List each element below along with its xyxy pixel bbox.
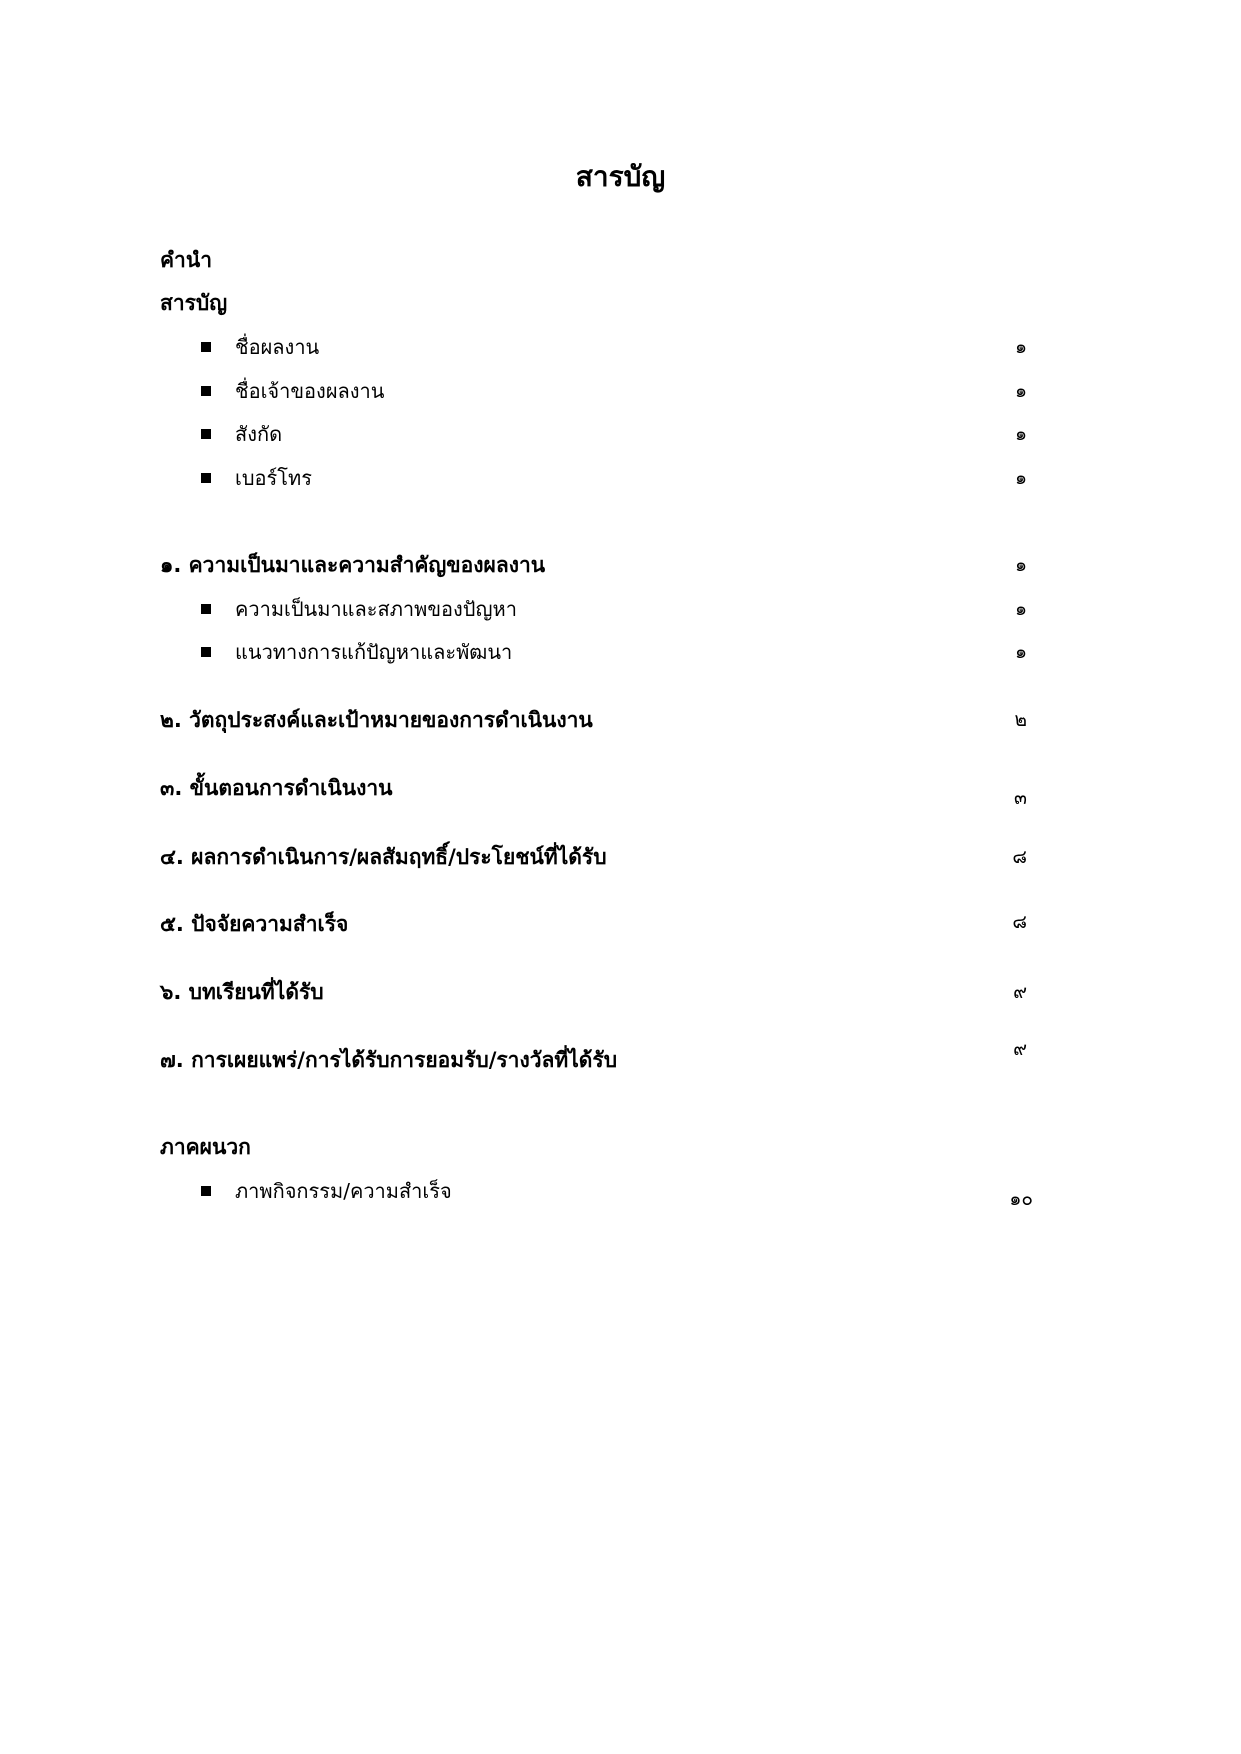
toc-page-number: ๘ [1012, 846, 1027, 868]
toc-section-3 [0, 774, 1241, 814]
square-bullet-icon [201, 473, 211, 483]
toc-subentry [0, 333, 1241, 373]
square-bullet-icon [201, 604, 211, 614]
toc-page-number: ๙ [1013, 1038, 1027, 1060]
toc-subentry [0, 464, 1241, 504]
toc-subentry [0, 420, 1241, 460]
toc-page-number: ๑ [1014, 598, 1027, 620]
square-bullet-icon [201, 342, 211, 352]
toc-section-7 [0, 1038, 1241, 1086]
square-bullet-icon [201, 386, 211, 396]
toc-entry-label: ภาคผนวก [160, 1135, 251, 1159]
toc-section-4 [0, 843, 1241, 883]
toc-section-5 [0, 910, 1241, 950]
toc-entry-intro [0, 246, 1241, 286]
toc-subentry-label: ความเป็นมาและสภาพของปัญหา [235, 597, 517, 621]
toc-subentry-label: ชื่อเจ้าของผลงาน [235, 379, 385, 403]
toc-page-number: ๑ [1014, 641, 1027, 663]
toc-page-number: ๑๐ [1009, 1188, 1033, 1210]
toc-entry-label: คำนำ [160, 248, 212, 272]
toc-page-number: ๙ [1013, 981, 1027, 1003]
toc-entry-label: สารบัญ [160, 291, 228, 315]
toc-entry-label: ๓. ขั้นตอนการดำเนินงาน [160, 776, 393, 800]
square-bullet-icon [201, 647, 211, 657]
toc-entry-contents [0, 289, 1241, 329]
toc-subentry-label: แนวทางการแก้ปัญหาและพัฒนา [235, 640, 513, 664]
toc-entry-label: ๗. การเผยแพร่/การได้รับการยอมรับ/รางวัลที่ได้รับ [160, 1048, 618, 1072]
toc-entry-label: ๖. บทเรียนที่ได้รับ [160, 980, 324, 1004]
toc-subentry [0, 1177, 1241, 1217]
toc-subentry-label: ชื่อผลงาน [235, 335, 320, 359]
toc-page-number: ๑ [1014, 423, 1027, 445]
toc-subentry [0, 638, 1241, 678]
toc-appendix [0, 1133, 1241, 1173]
square-bullet-icon [201, 1186, 211, 1196]
toc-subentry-label: เบอร์โทร [235, 466, 312, 490]
toc-subentry-label: สังกัด [235, 422, 283, 446]
toc-subentry-label: ภาพกิจกรรม/ความสำเร็จ [235, 1179, 452, 1203]
toc-page-number: ๑ [1014, 467, 1027, 489]
toc-page-number: ๘ [1012, 911, 1027, 933]
toc-subentry [0, 377, 1241, 417]
toc-page-number: ๑ [1014, 554, 1027, 576]
toc-entry-label: ๑. ความเป็นมาและความสำคัญของผลงาน [160, 553, 546, 577]
toc-page-number: ๑ [1014, 380, 1027, 402]
toc-entry-label: ๕. ปัจจัยความสำเร็จ [160, 912, 349, 936]
toc-section-1 [0, 551, 1241, 591]
toc-page-number: ๓ [1014, 787, 1027, 809]
page-title: สารบัญ [575, 160, 666, 193]
toc-page-number: ๒ [1014, 709, 1027, 731]
toc-page-number: ๑ [1014, 336, 1027, 358]
toc-section-6 [0, 978, 1241, 1018]
toc-entry-label: ๒. วัตถุประสงค์และเป้าหมายของการดำเนินงาน [160, 708, 593, 732]
square-bullet-icon [201, 429, 211, 439]
toc-subentry [0, 595, 1241, 635]
toc-entry-label: ๔. ผลการดำเนินการ/ผลสัมฤทธิ์/ประโยชน์ที่ได้รับ [160, 845, 607, 869]
toc-section-2 [0, 706, 1241, 746]
